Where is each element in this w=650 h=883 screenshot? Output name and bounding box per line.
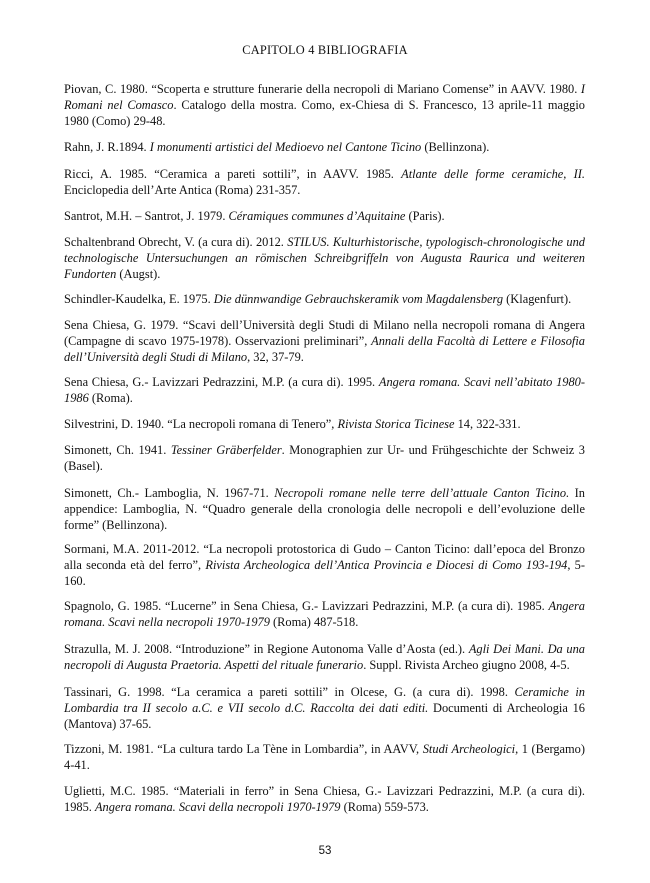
bibliography-entry-strazulla (64, 641, 585, 673)
entry-text: Simonett, Ch. 1941. (64, 443, 171, 457)
entry-title-italic: I Romani nel Comasco (64, 82, 585, 113)
entry-text: . Monographien zur Ur- und Frühgeschichte der Schweiz 3 (Basel). (64, 443, 585, 474)
entry-title-italic: Rivista Storica Ticinese (337, 417, 455, 431)
entry-text: (Roma). (88, 391, 133, 406)
entry-text: Sena Chiesa, G. 1979. “Scavi dell’Università degli Studi di Milano nella necropoli romana di Angera (Campagne di scavo 1975-1978). Osservazioni preliminari”, (64, 318, 585, 349)
entry-text: Schindler-Kaudelka, E. 1975. (64, 292, 214, 306)
bibliography-entry-tassinari (64, 684, 585, 733)
entry-text: Sormani, M.A. 2011-2012. “La necropoli protostorica di Gudo – Canton Ticino: dall’epoca del Bronzo alla seconda età del ferro”, (64, 542, 585, 573)
entry-text: Tizzoni, M. 1981. “La cultura tardo La Tène in Lombardia”, in AAVV, (64, 742, 423, 756)
entry-text: (Roma) 487-518. (269, 615, 359, 630)
entry-text: (Roma) 559-573. (340, 800, 429, 815)
bibliography-entry-piovan (64, 81, 585, 130)
bibliography-entry-uglietti (64, 783, 585, 815)
entry-text: Strazulla, M. J. 2008. “Introduzione” in Regione Autonoma Valle d’Aosta (ed.). (64, 642, 469, 656)
entry-title-italic: I monumenti artistici del Medioevo nel Cantone Ticino (149, 140, 422, 154)
entry-title-italic: Atlante delle forme ceramiche, II. (401, 167, 585, 181)
bibliography-entry-sormani (64, 541, 585, 590)
entry-text: Silvestrini, D. 1940. “La necropoli romana di Tenero”, (64, 417, 338, 431)
entry-title-italic: Tessiner Gräberfelder (170, 443, 282, 457)
entry-text: Ricci, A. 1985. “Ceramica a pareti sottili”, in AAVV. 1985. (64, 167, 402, 181)
bibliography-entry-tizzoni (64, 741, 585, 773)
entry-title-italic: Angera romana. Scavi della necropoli 1970-1979 (94, 800, 341, 815)
bibliography-entry-sena-chiesa-1995 (64, 374, 585, 406)
entry-text: , 32, 37-79. (247, 350, 304, 365)
entry-title-italic: Agli Dei Mani. Da una necropoli di Augusta Praetoria. Aspetti del rituale funerario (64, 642, 586, 673)
bibliography-entry-rahn (64, 139, 585, 155)
entry-title-italic: Angera romana. Scavi nell’abitato 1980-1986 (64, 375, 585, 406)
bibliography-entry-simonett-lamboglia (64, 485, 585, 534)
entry-text: Schaltenbrand Obrecht, V. (a cura di). 2012. (64, 235, 288, 249)
entry-title-italic: Studi Archeologici (422, 742, 516, 756)
entry-text: Tassinari, G. 1998. “La ceramica a pareti sottili” in Olcese, G. (a cura di). 1998. (64, 685, 515, 699)
entry-text: . Suppl. Rivista Archeo giugno 2008, 4-5. (363, 658, 570, 673)
entry-text: (Bellinzona). (421, 140, 490, 154)
chapter-header: CAPITOLO 4 BIBLIOGRAFIA (242, 43, 408, 57)
entry-text: Uglietti, M.C. 1985. “Materiali in ferro” in Sena Chiesa, G.- Lavizzari Pedrazzini, M.P. (a cura di). 1985. (64, 784, 585, 815)
entry-title-italic: Céramiques communes d’Aquitaine (228, 209, 406, 223)
entry-text: (Paris). (405, 209, 445, 223)
entry-text: , 1 (Bergamo) 4-41. (64, 742, 586, 773)
entry-text: . Catalogo della mostra. Como, ex-Chiesa di S. Francesco, 13 aprile-11 maggio 1980 (Como) 29-48. (64, 98, 586, 129)
entry-text: Sena Chiesa, G.- Lavizzari Pedrazzini, M.P. (a cura di). 1995. (64, 375, 379, 389)
entry-text: Santrot, M.H. – Santrot, J. 1979. (64, 209, 229, 223)
entry-text: Piovan, C. 1980. “Scoperta e strutture funerarie della necropoli di Mariano Comense” in AAVV. 1980. (64, 82, 581, 96)
bibliography-entry-ricci (64, 166, 585, 198)
entry-text: In appendice: Lamboglia, N. “Quadro generale della cronologia delle necropoli e dell’evoluzione delle forme” (Bellinzona). (64, 486, 585, 533)
entry-text: Rahn, J. R.1894. (64, 140, 150, 154)
entry-text: Documenti di Archeologia 16 (Mantova) 37-65. (64, 701, 586, 732)
entry-title-italic: Necropoli romane nelle terre dell’attuale Canton Ticino. (274, 486, 570, 500)
entry-text: 14, 322-331. (454, 417, 521, 431)
entry-text: Simonett, Ch.- Lamboglia, N. 1967-71. (64, 486, 275, 500)
page-number: 53 (318, 845, 332, 857)
entry-text: Spagnolo, G. 1985. “Lucerne” in Sena Chiesa, G.- Lavizzari Pedrazzini, M.P. (a cura di). 1985. (64, 599, 549, 613)
bibliography-entry-spagnolo (64, 598, 585, 630)
entry-title-italic: Die dünnwandige Gebrauchskeramik vom Magdalensberg (213, 292, 504, 306)
entry-text: , 5-160. (64, 558, 585, 589)
entry-text: (Klagenfurt). (503, 292, 572, 306)
entry-title-italic: Ceramiche in Lombardia tra II secolo a.C. e VII secolo d.C. Raccolta dei dati editi. (64, 685, 585, 716)
bibliography-entry-schindler (64, 291, 585, 307)
entry-title-italic: STILUS. Kulturhistorische, typologisch-chronologische und technologische Untersuchungen an römischen Schreibgriffeln von Augusta Raurica und weiteren Fundorten (64, 235, 585, 282)
bibliography-entry-sena-chiesa-1979 (64, 317, 585, 366)
entry-title-italic: Rivista Archeologica dell’Antica Provincia e Diocesi di Como 193-194 (205, 558, 568, 573)
bibliography-entry-schaltenbrand (64, 234, 585, 283)
entry-title-italic: Angera romana. Scavi nella necropoli 1970-1979 (64, 599, 585, 630)
entry-text: Enciclopedia dell’Arte Antica (Roma) 231-357. (64, 183, 301, 198)
bibliography-entry-simonett-1941 (64, 442, 585, 474)
bibliography-entry-santrot (64, 208, 585, 224)
entry-title-italic: Annali della Facoltà di Lettere e Filosofia dell’Università degli Studi di Milano (64, 334, 585, 365)
bibliography-entry-silvestrini (64, 416, 585, 432)
entry-text: (Augst). (116, 267, 161, 282)
